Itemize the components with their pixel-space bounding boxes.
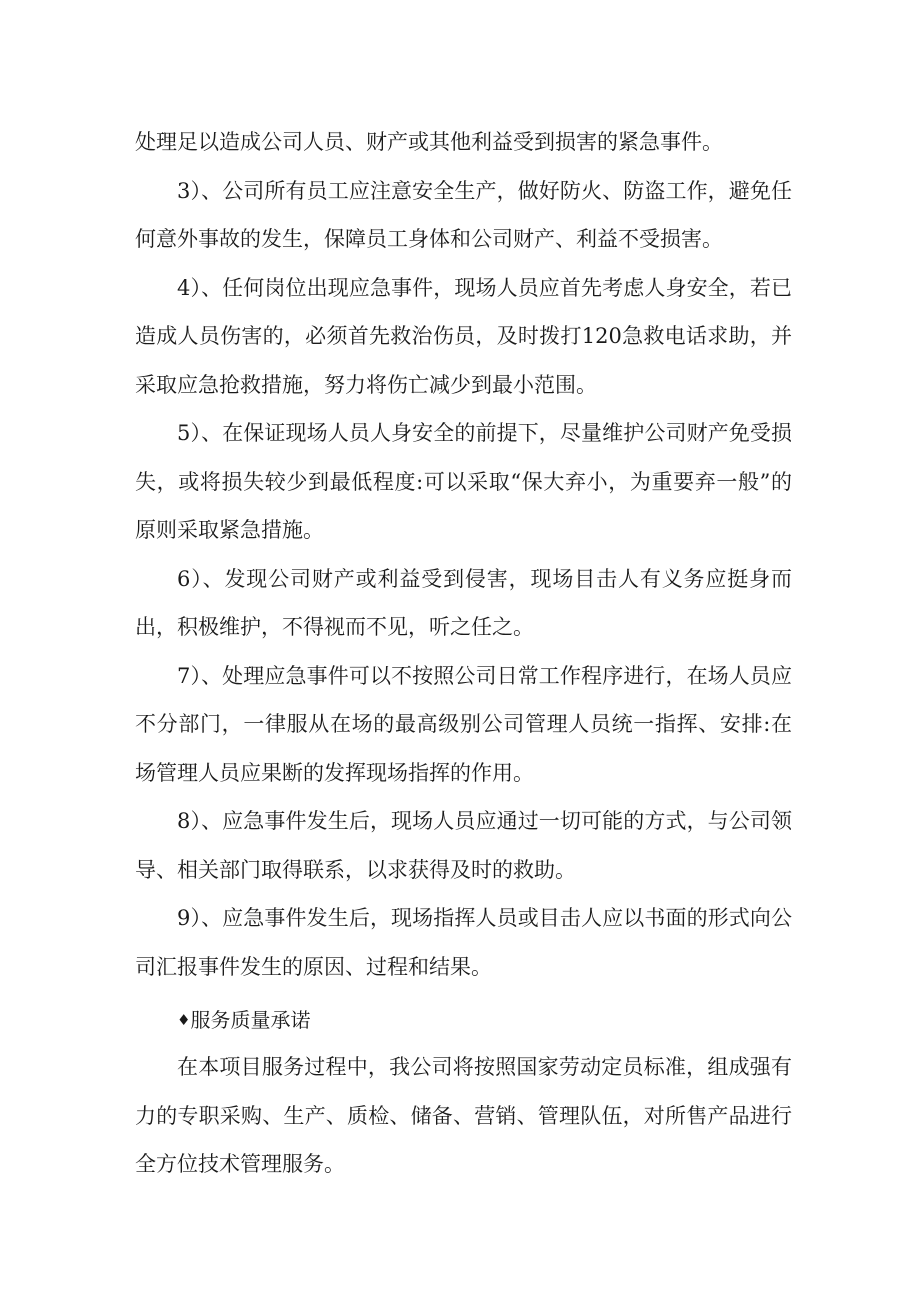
paragraph-item-5: 5）、在保证现场人员人身安全的前提下，尽量维护公司财产免受损失，或将损失较少到最低程度:可以采取“保大弃小，为重要弃一般”的原则采取紧急措施。	[135, 421, 792, 542]
paragraph-item-3: 3）、公司所有员工应注意安全生产，做好防火、防盗工作，避免任何意外事故的发生，保障员工身体和公司财产、利益不受损害。	[135, 178, 792, 251]
section-title: 服务质量承诺	[190, 1008, 311, 1032]
paragraph-item-8: 8）、应急事件发生后，现场人员应通过一切可能的方式，与公司领导、相关部门取得联系，以求获得及时的救助。	[135, 809, 792, 882]
paragraph-continuation: 处理足以造成公司人员、财产或其他利益受到损害的紧急事件。	[135, 130, 723, 154]
diamond-bullet-icon: ♦	[177, 1011, 191, 1029]
paragraph-item-9: 9）、应急事件发生后，现场指挥人员或目击人应以书面的形式向公司汇报事件发生的原因、过程和结果。	[135, 906, 792, 979]
paragraph-service-commitment: 在本项目服务过程中，我公司将按照国家劳动定员标准，组成强有力的专职采购、生产、质检、储备、营销、管理队伍，对所售产品进行全方位技术管理服务。	[135, 1055, 792, 1176]
section-heading	[135, 997, 792, 1043]
paragraph-item-6: 6）、发现公司财产或利益受到侵害，现场目击人有义务应挺身而出，积极维护，不得视而不见，听之任之。	[135, 566, 792, 639]
paragraph-item-4: 4）、任何岗位出现应急事件，现场人员应首先考虑人身安全，若已造成人员伤害的，必须首先救治伤员，及时拨打120急救电话求助，并采取应急抢救措施，努力将伤亡减少到最小范围。	[135, 275, 792, 397]
paragraph-item-7: 7）、处理应急事件可以不按照公司日常工作程序进行，在场人员应不分部门，一律服从在场的最高级别公司管理人员统一指挥、安排:在场管理人员应果断的发挥现场指挥的作用。	[135, 663, 792, 785]
